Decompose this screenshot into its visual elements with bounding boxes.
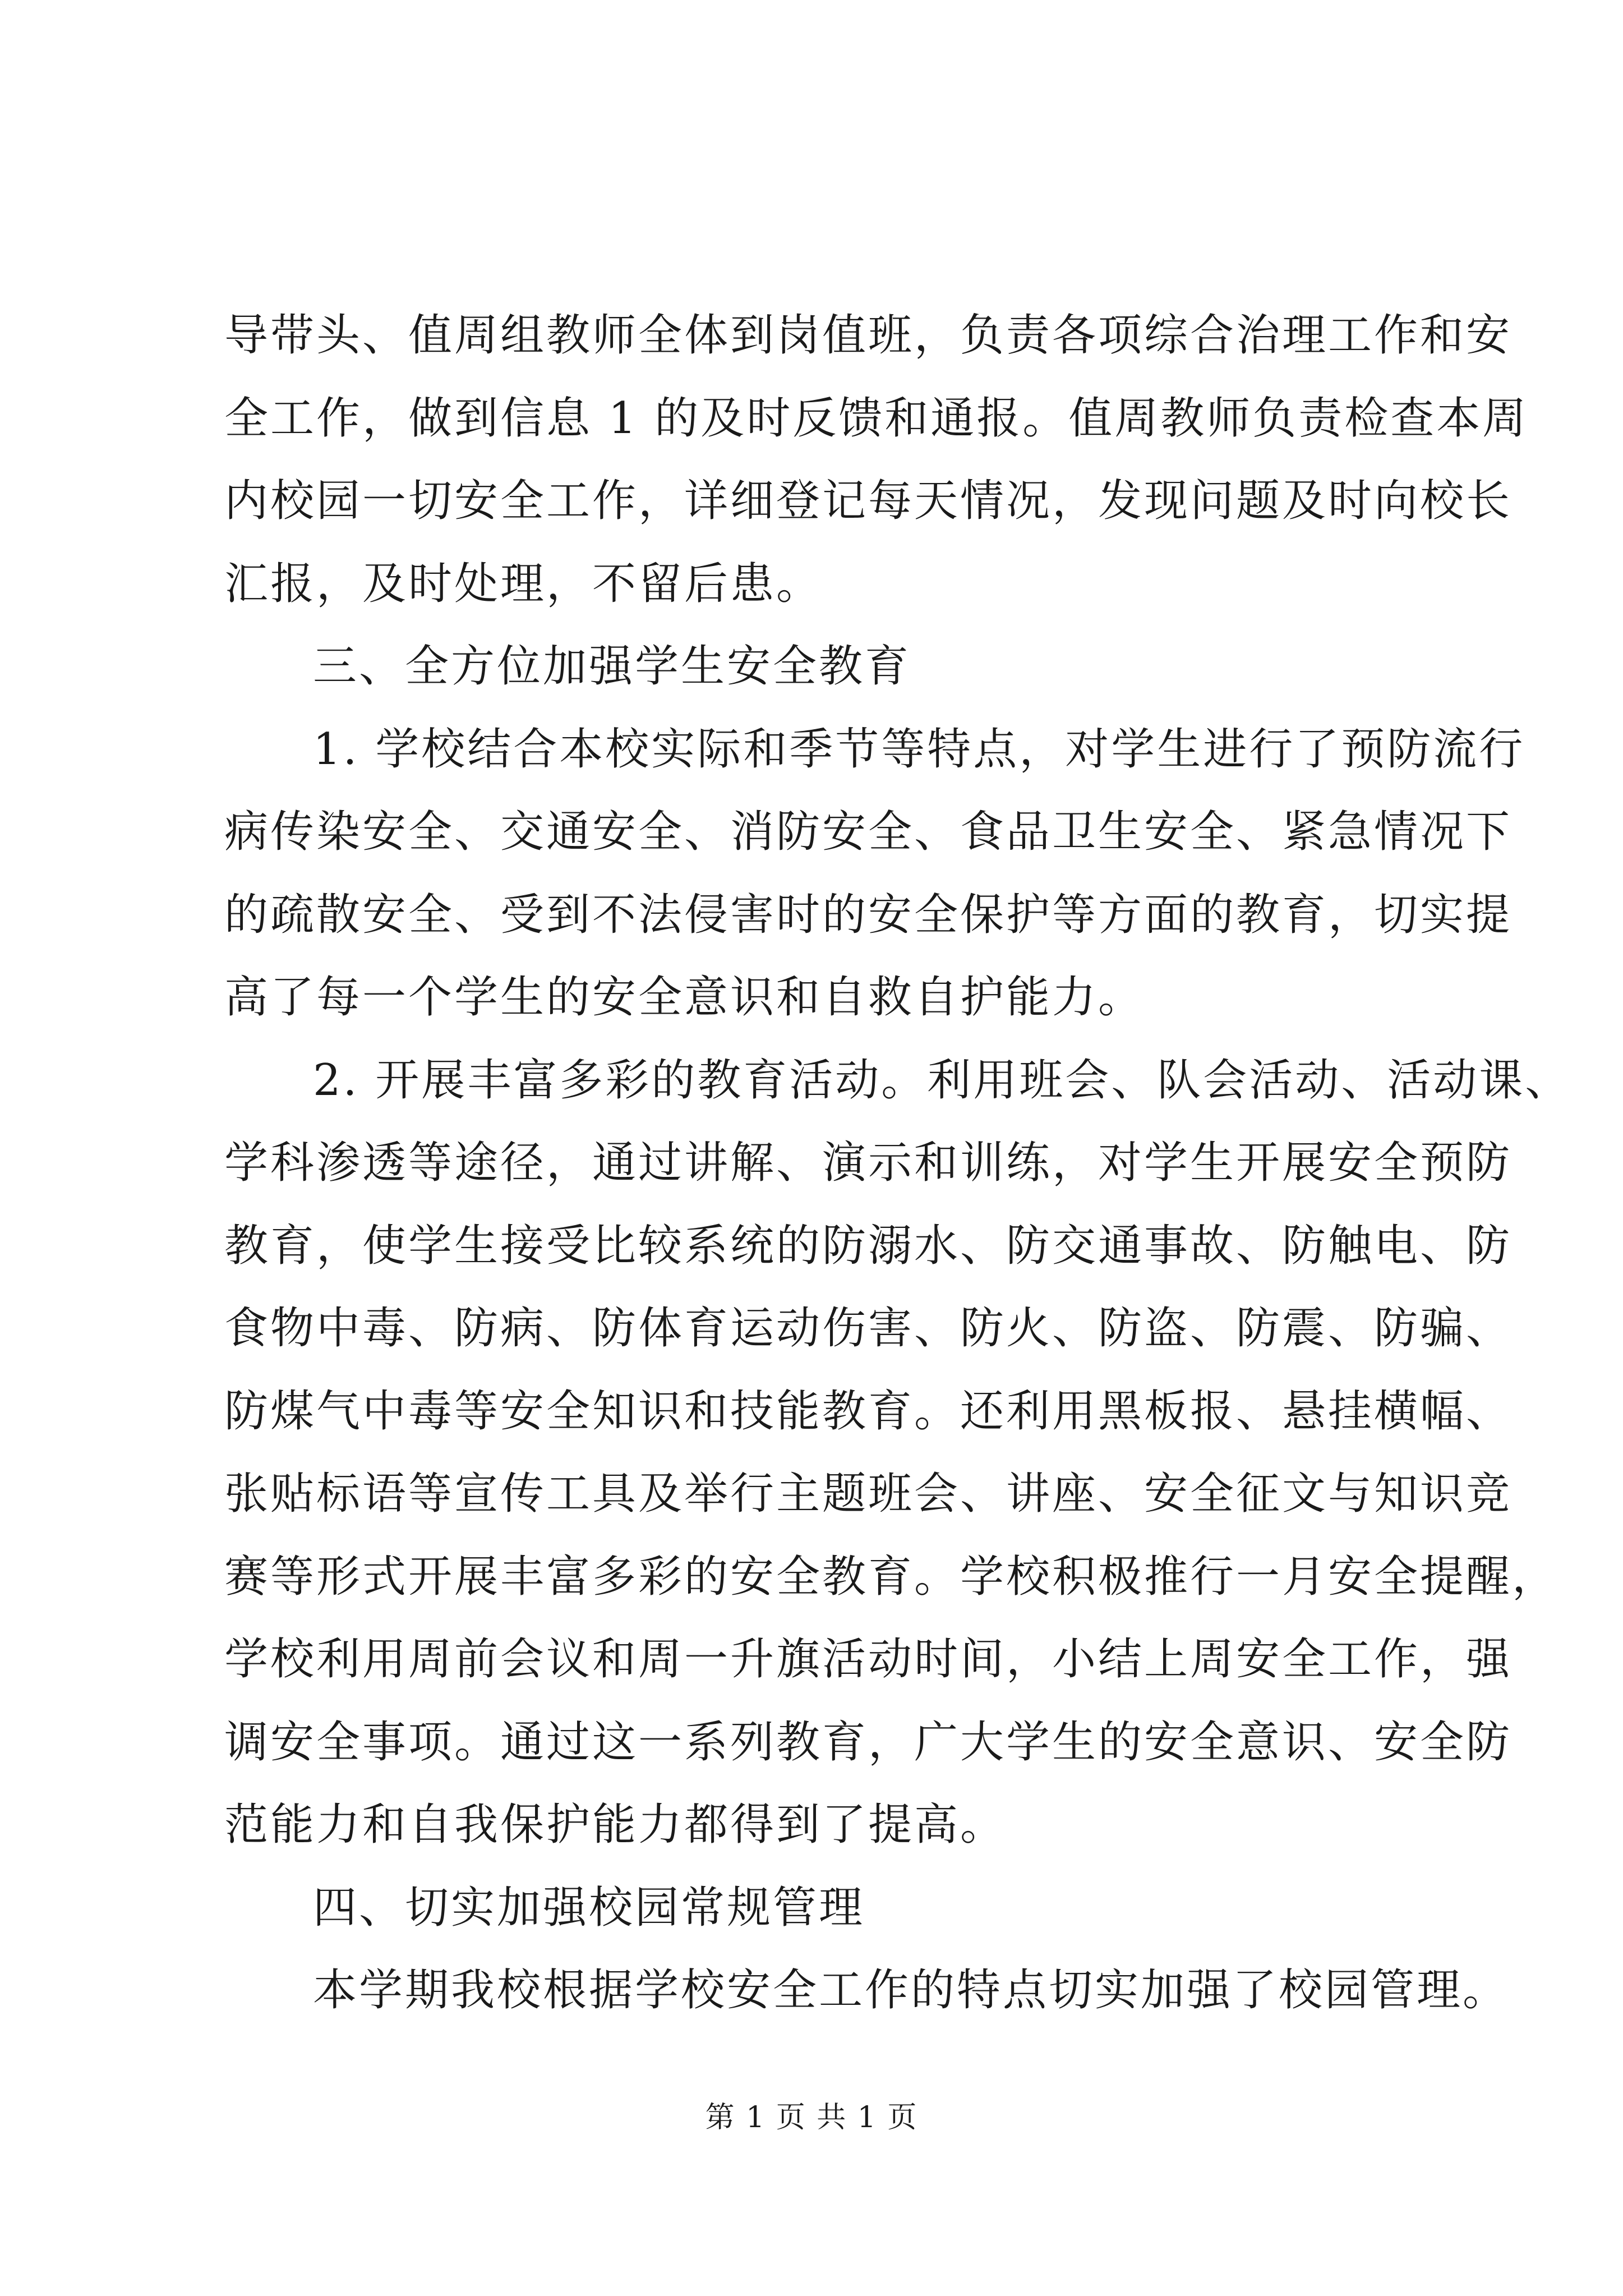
text-line-9: 高了每一个学生的安全意识和自救自护能力。 bbox=[224, 972, 1145, 1023]
text-line-12: 教育，使学生接受比较系统的防溺水、防交通事故、防触电、防 bbox=[224, 1220, 1513, 1271]
text-line-6: 1. 学校结合本校实际和季节等特点，对学生进行了预防流行 bbox=[313, 724, 1525, 775]
text-line-11: 学科渗透等途径，通过讲解、演示和训练，对学生开展安全预防 bbox=[224, 1138, 1513, 1188]
text-line-1: 导带头、值周组教师全体到岗值班，负责各项综合治理工作和安 bbox=[224, 310, 1513, 361]
text-line-13: 食物中毒、防病、防体育运动伤害、防火、防盗、防震、防骗、 bbox=[224, 1303, 1513, 1354]
text-line-2: 全工作，做到信息 1 的及时反馈和通报。值周教师负责检查本周 bbox=[224, 393, 1529, 444]
text-line-3: 内校园一切安全工作，详细登记每天情况，发现问题及时向校长 bbox=[224, 476, 1513, 526]
text-line-7: 病传染安全、交通安全、消防安全、食品卫生安全、紧急情况下 bbox=[224, 807, 1513, 857]
text-line-19: 范能力和自我保护能力都得到了提高。 bbox=[224, 1800, 1007, 1850]
text-line-15: 张贴标语等宣传工具及举行主题班会、讲座、安全征文与知识竞 bbox=[224, 1469, 1513, 1519]
text-line-10: 2. 开展丰富多彩的教育活动。利用班会、队会活动、活动课、 bbox=[313, 1055, 1571, 1106]
body-text bbox=[224, 295, 1571, 2032]
text-line-8: 的疏散安全、受到不法侵害时的安全保护等方面的教育，切实提 bbox=[224, 889, 1513, 940]
text-line-21: 本学期我校根据学校安全工作的特点切实加强了校园管理。 bbox=[313, 1965, 1509, 2016]
text-line-16: 赛等形式开展丰富多彩的安全教育。学校积极推行一月安全提醒， bbox=[224, 1551, 1559, 1602]
section-heading-3: 三、全方位加强学生安全教育 bbox=[313, 641, 911, 692]
text-line-14: 防煤气中毒等安全知识和技能教育。还利用黑板报、悬挂横幅、 bbox=[224, 1386, 1513, 1437]
text-line-18: 调安全事项。通过这一系列教育，广大学生的安全意识、安全防 bbox=[224, 1717, 1513, 1768]
page-footer: 第 1 页 共 1 页 bbox=[705, 2101, 918, 2134]
text-line-17: 学校利用周前会议和周一升旗活动时间，小结上周安全工作，强 bbox=[224, 1634, 1513, 1685]
section-heading-4: 四、切实加强校园常规管理 bbox=[313, 1882, 865, 1933]
text-line-4: 汇报，及时处理，不留后患。 bbox=[224, 558, 823, 609]
